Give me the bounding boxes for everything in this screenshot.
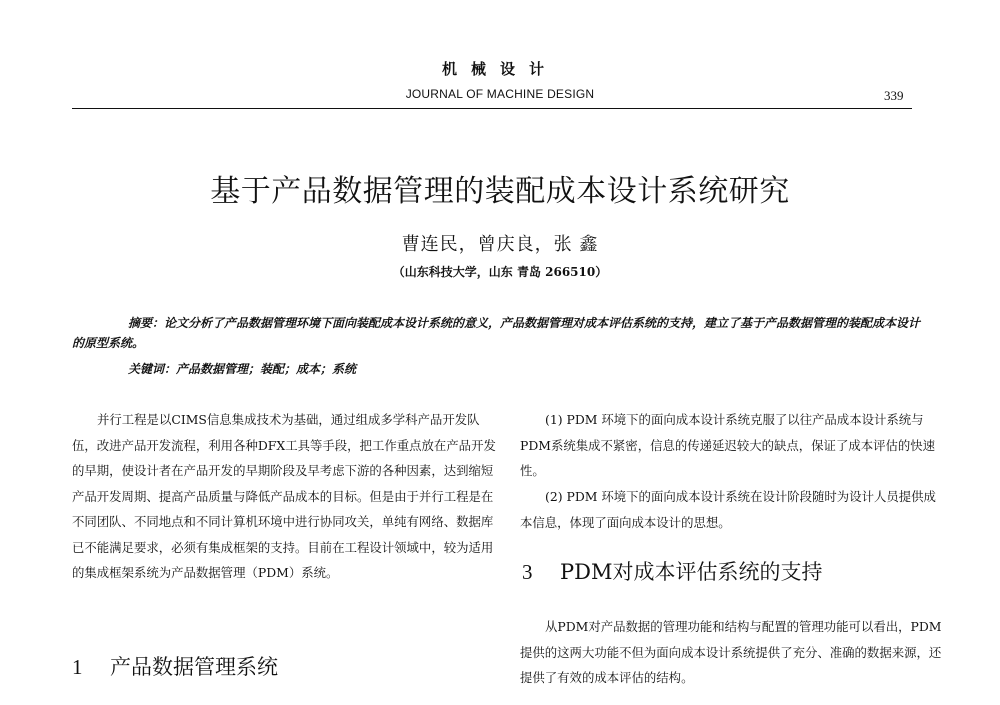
- keywords: 关键词：产品数据管理；装配；成本；系统: [128, 362, 357, 376]
- abstract: 摘要：论文分析了产品数据管理环境下面向装配成本设计系统的意义，产品数据管理对成本评估系统的支持，建立了基于产品数据管理的装配成本设计的原型系统。: [72, 316, 921, 350]
- right-paragraph: 从PDM对产品数据的管理功能和结构与配置的管理功能可以看出，PDM 提供的这两大功能不但为面向成本设计系统提供了充分、准确的数据来源，还提供了有效的成本评估的结构。: [520, 619, 942, 685]
- right-item-1: (1) PDM 环境下的面向成本设计系统克服了以往产品成本设计系统与PDM系统集成不紧密，信息的传递延迟较大的缺点，保证了成本评估的快速性。: [520, 412, 936, 478]
- page-number: 339: [884, 88, 904, 103]
- section-3-number: 3: [522, 560, 533, 584]
- section-3-title: PDM对成本评估系统的支持: [560, 560, 823, 584]
- journal-title-en: JOURNAL OF MACHINE DESIGN: [405, 87, 595, 101]
- journal-title-cn: 机械设计: [441, 60, 558, 78]
- header-rule: [72, 108, 912, 109]
- section-1-title: 产品数据管理系统: [110, 655, 278, 679]
- section-1-heading: [72, 651, 278, 681]
- section-3-heading: [522, 556, 822, 586]
- article-title: 基于产品数据管理的装配成本设计系统研究: [210, 174, 790, 209]
- article-affiliation: （山东科技大学，山东 青岛 266510）: [392, 265, 608, 279]
- left-paragraph: 并行工程是以CIMS信息集成技术为基础，通过组成多学科产品开发队伍，改进产品开发流程，利用各种DFX工具等手段，把工作重点放在产品开发的早期，使设计者在产品开发的早期阶段及早考虑下游的各种因素，达到缩短产品开发周期、提高产品质量与降低产品成本的目标。但是由于并行工程是在不同团队、不同地点和不同计算机环境中进行协同攻关，单纯有网络、数据库已不能满足要求，必须有集成框架的支持。目前在工程设计领域中，较为适用的集成框架系统为产品数据管理（PDM）系统。: [72, 412, 496, 580]
- article-authors: 曹连民，曾庆良，张 鑫: [401, 234, 599, 255]
- section-1-number: 1: [72, 655, 83, 679]
- right-item-2: (2) PDM 环境下的面向成本设计系统在设计阶段随时为设计人员提供成本信息，体现了面向成本设计的思想。: [520, 489, 936, 530]
